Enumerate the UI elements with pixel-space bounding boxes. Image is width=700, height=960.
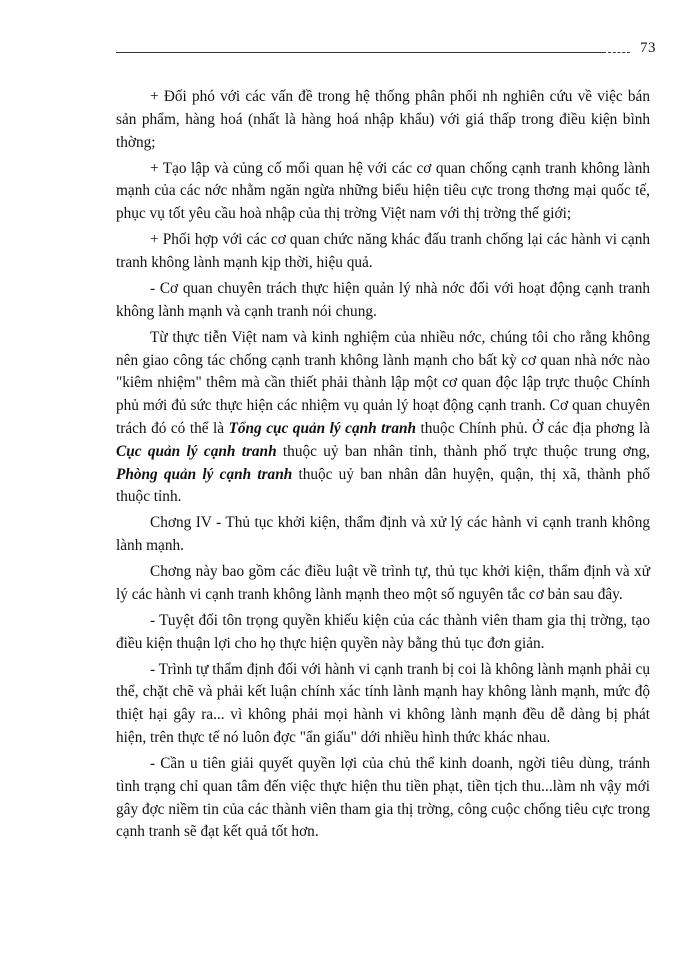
paragraph-specialized-agency: - Cơ quan chuyên trách thực hiện quản lý nhà nớc đối với hoạt động cạnh tranh không lành mạnh và cạnh tranh nói chung. — [116, 279, 650, 320]
paragraph-distribution-system: + Đối phó với các vấn đề trong hệ thống phân phối nh nghiên cứu về việc bán sản phẩm, hàng hoá (nhất là hàng hoá nhập khẩu) với giá thấp trong điều kiện bình thờng; — [116, 88, 650, 151]
paragraph-chapter-iv-intro: Chơng này bao gồm các điều luật về trình tự, thủ tục khởi kiện, thẩm định và xử lý các hành vi cạnh tranh không lành mạnh theo một số nguyên tắc cơ bản sau đây. — [116, 563, 650, 603]
emphasis-general-department: Tổng cục quản lý cạnh tranh — [228, 419, 416, 437]
body-text — [116, 86, 650, 847]
header-rule-dashed-end — [608, 52, 630, 53]
paragraph-text-part: Từ thực tiễn Việt nam và kinh nghiệm của nhiều nớc, chúng tôi cho rằng không nên giao công tác chống cạnh tranh không lành mạnh cho bất kỳ cơ quan nhà nớc nào "kiêm nhiệm" thêm mà cần thiết phải thành lập một cơ quan độc lập trực thuộc Chính phủ mới đủ sức thực hiện các nhiệm vụ quản lý hoạt động cạnh tranh. Cơ quan chuyên trách đó có thể là — [116, 328, 650, 437]
page-header — [116, 38, 656, 68]
paragraph-principle-complaint-rights: - Tuyệt đối tôn trọng quyền khiếu kiện của các thành viên tham gia thị trờng, tạo điều kiện thuận lợi cho họ thực hiện quyền này bằng thủ tục đơn giản. — [116, 611, 650, 652]
emphasis-competition-office: Phòng quản lý cạnh tranh — [116, 465, 293, 483]
paragraph-coordination: + Phối hợp với các cơ quan chức năng khác đấu tranh chống lại các hành vi cạnh tranh không lành mạnh kịp thời, hiệu quả. — [116, 231, 650, 271]
paragraph-chapter-iv-title: Chơng IV - Thủ tục khởi kiện, thẩm định và xử lý các hành vi cạnh tranh không lành mạnh. — [116, 514, 650, 555]
paragraph-text-part: thuộc uỷ ban nhân dân huyện, quận, thị xã, thành phố thuộc tỉnh. — [116, 465, 650, 506]
paragraph-text-part: thuộc Chính phủ. Ở các địa phơng là — [416, 419, 651, 437]
emphasis-competition-department: Cục quản lý cạnh tranh — [116, 442, 277, 460]
paragraph-text-part: thuộc uỷ ban nhân tỉnh, thành phố trực thuộc trung ơng, — [276, 442, 650, 460]
page-number: 73 — [640, 40, 656, 56]
header-rule — [116, 52, 606, 53]
paragraph-principle-priority: - Cần u tiên giải quyết quyền lợi của chủ thể kinh doanh, ngời tiêu dùng, tránh tình trạng chỉ quan tâm đến việc thực hiện thu tiền phạt, tiền tịch thu...làm nh vậy mới gây đợc niềm tin của các thành viên tham gia thị trờng, công cuộc chống tiêu cực trong cạnh tranh sẽ đạt kết quả tốt hơn. — [116, 755, 650, 841]
paragraph-international-relations: + Tạo lập và củng cố mối quan hệ với các cơ quan chống cạnh tranh không lành mạnh của các nớc nhằm ngăn ngừa những biểu hiện tiêu cực trong thơng mại quốc tế, phục vụ tốt yêu cầu hoà nhập của thị trờng Việt nam với thị trờng thế giới; — [116, 159, 650, 223]
paragraph-principle-appraisal: - Trình tự thẩm định đối với hành vi cạnh tranh bị coi là không lành mạnh phải cụ thể, chặt chẽ và phải kết luận chính xác tính lành mạnh hay không lành mạnh, mức độ thiệt hại gây ra... vì không phải mọi hành vi không lành mạnh đều dễ dàng bị phát hiện, trên thực tế nó luôn đợc "ẩn giấu" dới nhiều hình thức khác nhau. — [116, 660, 650, 747]
paragraph-vietnam-practice — [116, 327, 650, 509]
